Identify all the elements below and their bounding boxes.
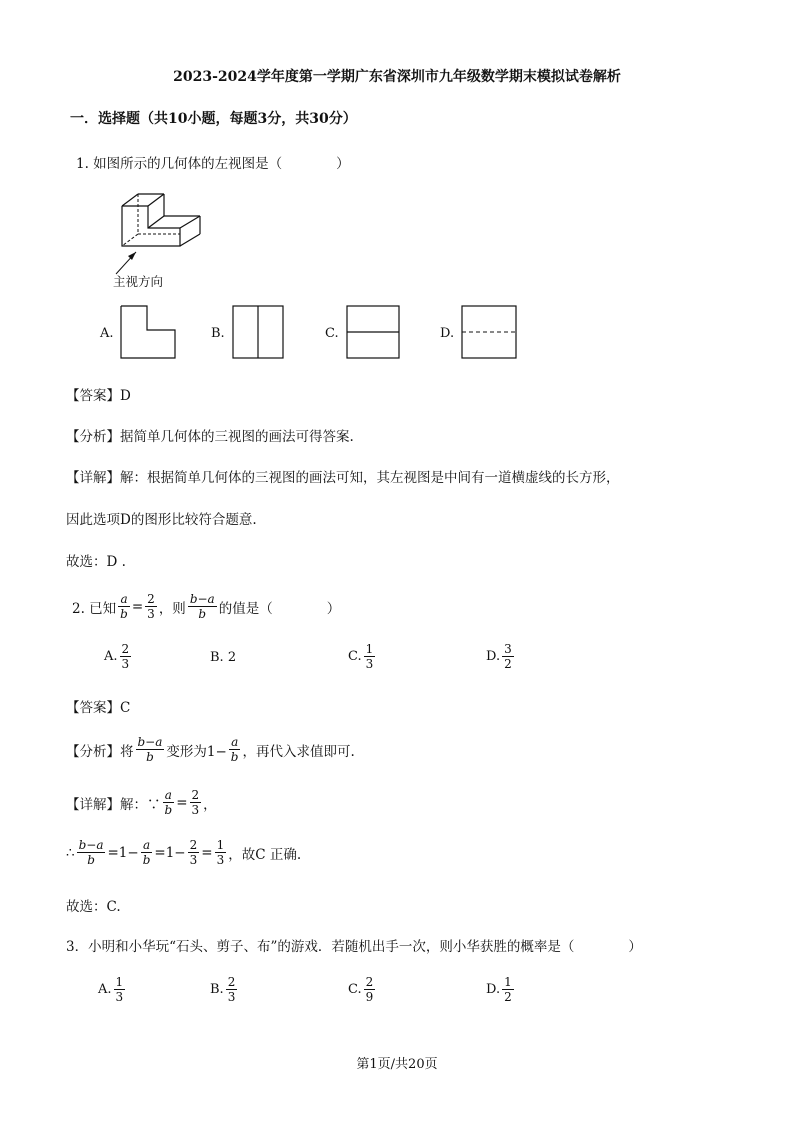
q3-option-a: A. $\frac{1}{3}$ [98,975,124,1004]
q2-detail: 【详解】解：∵ $\frac{a}{b}$ = $\frac{2}{3}$ ， [66,788,217,817]
q1-detail-line1: 【详解】解：根据简单几何体的三视图的画法可知，其左视图是中间有一道横虚线的长方形， [66,470,620,486]
fraction-2-over-3: $\frac{2}{3}$ [147,592,155,621]
document-title: 2023-2024学年度第一学期广东省深圳市九年级数学期末模拟试卷解析 [173,69,621,85]
view-direction-label: 主视方向 [113,274,164,289]
q1-analysis: 【分析】据简单几何体的三视图的画法可得答案. [66,429,354,445]
q3-stem: 3．小明和小华玩“石头、剪子、布”的游戏．若随机出手一次，则小华获胜的概率是（ ） [66,939,642,955]
q1-option-b-label: B. [211,326,225,341]
q2-choice: 故选：C. [66,899,121,915]
fraction-a-over-b: $\frac{a}{b}$ [120,592,128,621]
q2-stem-prefix: 2. 已知 [72,600,117,617]
q1-option-a-figure [120,305,176,359]
q2-stem: 2. 已知 $\frac{a}{b}$ = $\frac{2}{3}$ ，则 $\frac{b-a}{b}$ 的值是（ ） [72,592,341,621]
q2-option-a: A. $\frac{2}{3}$ [104,642,130,671]
section-heading: 一．选择题（共10小题，每题3分，共30分） [70,111,357,127]
q3-option-c: C. $\frac{2}{9}$ [348,975,374,1004]
q1-option-d-figure [461,305,517,359]
page-footer: 第1页/共20页 [356,1057,438,1072]
q2-option-b: B. 2 [210,650,237,665]
q2-option-c: C. $\frac{1}{3}$ [348,642,374,671]
q1-option-a-label: A. [100,326,114,341]
q2-derivation: ∴ $\frac{b-a}{b}$ =1− $\frac{a}{b}$ =1− $\frac{2}{3}$ = $\frac{1}{3}$ ，故C 正确. [66,838,302,867]
q3-option-b: B. $\frac{2}{3}$ [210,975,236,1004]
q2-option-d: D. $\frac{3}{2}$ [486,642,512,671]
fraction-b-minus-a-over-b: $\frac{b-a}{b}$ [189,592,215,621]
q1-answer: 【答案】D [66,388,131,404]
q2-analysis: 【分析】将 $\frac{b-a}{b}$ 变形为1− $\frac{a}{b}$ ，再代入求值即可. [66,735,355,764]
q2-answer: 【答案】C [66,700,131,716]
q1-option-b-figure [232,305,284,359]
q1-detail-line2: 因此选项D的图形比较符合题意. [66,512,257,528]
q1-option-c-figure [346,305,400,359]
q1-choice: 故选：D . [66,554,126,570]
q1-option-c-label: C. [325,326,339,341]
q1-option-d-label: D. [440,326,455,341]
q3-option-d: D. $\frac{1}{2}$ [486,975,512,1004]
q1-stem: 1. 如图所示的几何体的左视图是（ ） [76,156,350,172]
